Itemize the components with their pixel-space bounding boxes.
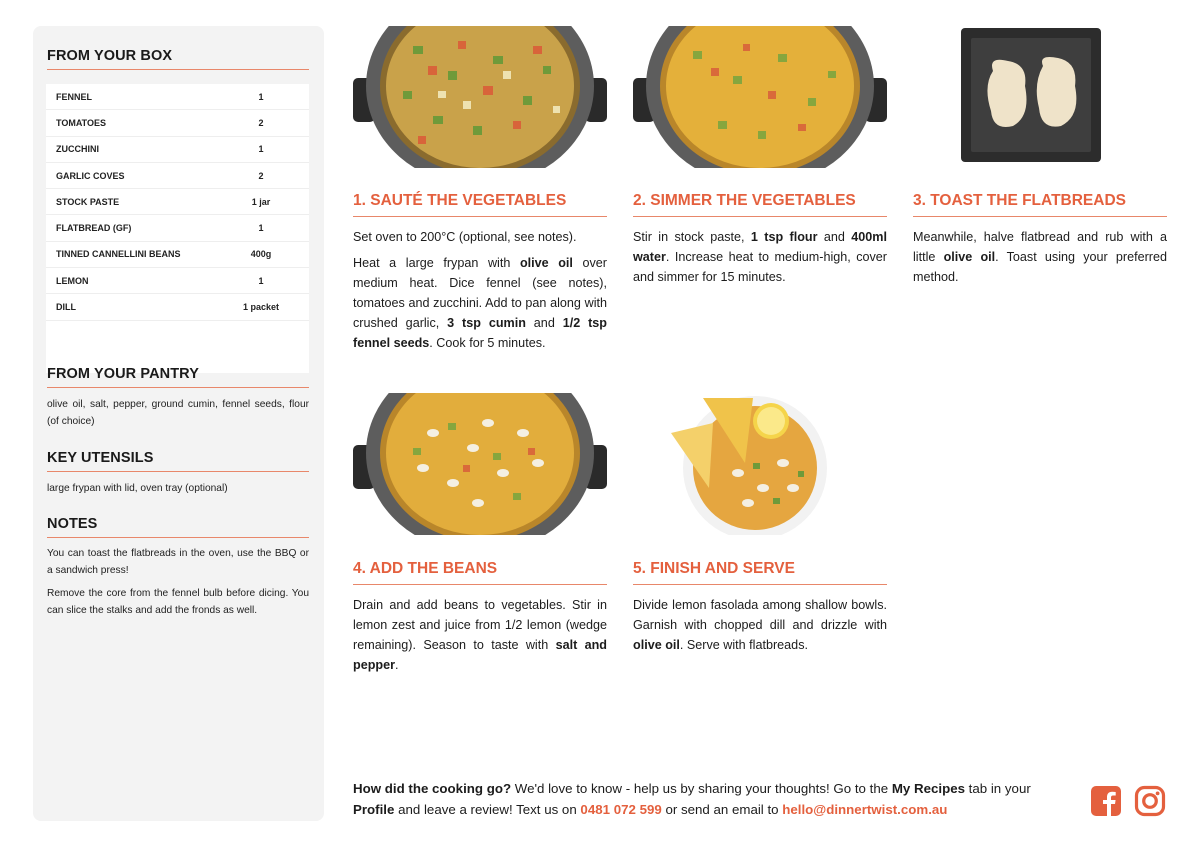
- feedback-footer: How did the cooking go? We'd love to know - help us by sharing your thoughts! Go to the My Recipes tab in your Profile and leave a review! Text us on 0481 072 599 or send an email to hello@dinnertwist.com.au: [353, 781, 1031, 817]
- ingredient-qty: 1 jar: [251, 196, 271, 207]
- table-row: [46, 137, 309, 163]
- step-1-body: [353, 227, 607, 359]
- ingredient-name: STOCK PASTE: [56, 196, 120, 207]
- ingredient-name: ZUCCHINI: [56, 144, 99, 155]
- my-recipes-tab-ref: My Recipes: [891, 781, 965, 796]
- ingredients-table: [46, 84, 309, 373]
- ingredient-qty: 2: [258, 170, 264, 181]
- ingredient-qty: 1: [258, 223, 264, 234]
- ingredient-name: GARLIC COVES: [56, 170, 125, 181]
- ingredient-qty: 1: [258, 144, 264, 155]
- step-3-paragraph: Meanwhile, halve flatbread and rub with a little olive oil. Toast using your preferred method.: [913, 230, 1167, 284]
- table-row: [46, 215, 309, 241]
- table-row: [46, 189, 309, 215]
- utensils-list: large frypan with lid, oven tray (optional): [47, 483, 228, 494]
- step-5-image: [633, 393, 887, 535]
- from-your-pantry-heading: FROM YOUR PANTRY: [47, 366, 309, 388]
- ingredient-name: FLATBREAD (GF): [56, 223, 132, 234]
- ingredient-qty: 1 packet: [242, 302, 280, 313]
- ingredient-name: LEMON: [56, 275, 89, 286]
- pantry-list: olive oil, salt, pepper, ground cumin, fennel seeds, flour (of choice): [47, 399, 309, 427]
- table-row: [46, 84, 309, 110]
- key-utensils-heading: KEY UTENSILS: [47, 450, 309, 472]
- step-1-image: [353, 26, 607, 168]
- note-2: Remove the core from the fennel bulb before dicing. You can slice the stalks and add the fronds as well.: [47, 588, 309, 616]
- step-1-paragraph-2: Heat a large frypan with olive oil over medium heat. Dice fennel (see notes), tomatoes and zucchini. Add to pan along with crushed garlic, 3 tsp cumin and 1/2 tsp fennel seeds. Cook for 5 minutes.: [353, 256, 608, 350]
- step-4-image: [353, 393, 607, 535]
- table-row: [46, 110, 309, 136]
- note-1: You can toast the flatbreads in the oven, use the BBQ or a sandwich press!: [47, 548, 309, 576]
- step-3-body: [913, 227, 1167, 293]
- step-1-paragraph-1: Set oven to 200°C (optional, see notes).: [353, 230, 577, 244]
- ingredient-qty: 1: [258, 275, 264, 286]
- step-2-title: 2. SIMMER THE VEGETABLES: [633, 192, 887, 217]
- step-2-body: [633, 227, 887, 293]
- facebook-icon[interactable]: [1090, 785, 1122, 817]
- step-5-title: 5. FINISH AND SERVE: [633, 560, 887, 585]
- profile-ref: Profile: [353, 802, 395, 817]
- step-3-image: [913, 26, 1167, 168]
- ingredient-qty: 400g: [250, 249, 272, 260]
- ingredient-name: DILL: [56, 302, 76, 313]
- step-4-paragraph: Drain and add beans to vegetables. Stir in lemon zest and juice from 1/2 lemon (wedge remaining). Season to taste with salt and pepper.: [353, 598, 608, 672]
- table-row: [46, 268, 309, 294]
- step-5-body: [633, 595, 887, 661]
- feedback-question: How did the cooking go?: [353, 781, 512, 796]
- ingredient-name: FENNEL: [56, 91, 92, 102]
- notes-heading: NOTES: [47, 516, 309, 538]
- ingredient-qty: 2: [258, 117, 264, 128]
- ingredient-name: TINNED CANNELLINI BEANS: [56, 249, 181, 260]
- step-2-image: [633, 26, 887, 168]
- email-link[interactable]: hello@dinnertwist.com.au: [782, 802, 948, 817]
- sidebar: [33, 26, 324, 821]
- step-3-title: 3. TOAST THE FLATBREADS: [913, 192, 1167, 217]
- ingredient-qty: 1: [258, 91, 264, 102]
- phone-link[interactable]: 0481 072 599: [580, 802, 662, 817]
- table-row: [46, 242, 309, 268]
- from-your-box-heading: FROM YOUR BOX: [47, 48, 309, 70]
- step-4-body: [353, 595, 607, 681]
- table-row: [46, 294, 309, 320]
- instagram-icon[interactable]: [1134, 785, 1166, 817]
- step-4-title: 4. ADD THE BEANS: [353, 560, 607, 585]
- step-5-paragraph: Divide lemon fasolada among shallow bowls. Garnish with chopped dill and drizzle with olive oil. Serve with flatbreads.: [633, 598, 887, 652]
- step-2-paragraph: Stir in stock paste, 1 tsp flour and 400ml water. Increase heat to medium-high, cover and simmer for 15 minutes.: [633, 230, 887, 284]
- ingredient-name: TOMATOES: [56, 117, 107, 128]
- table-row: [46, 163, 309, 189]
- step-1-title: 1. SAUTÉ THE VEGETABLES: [353, 192, 607, 217]
